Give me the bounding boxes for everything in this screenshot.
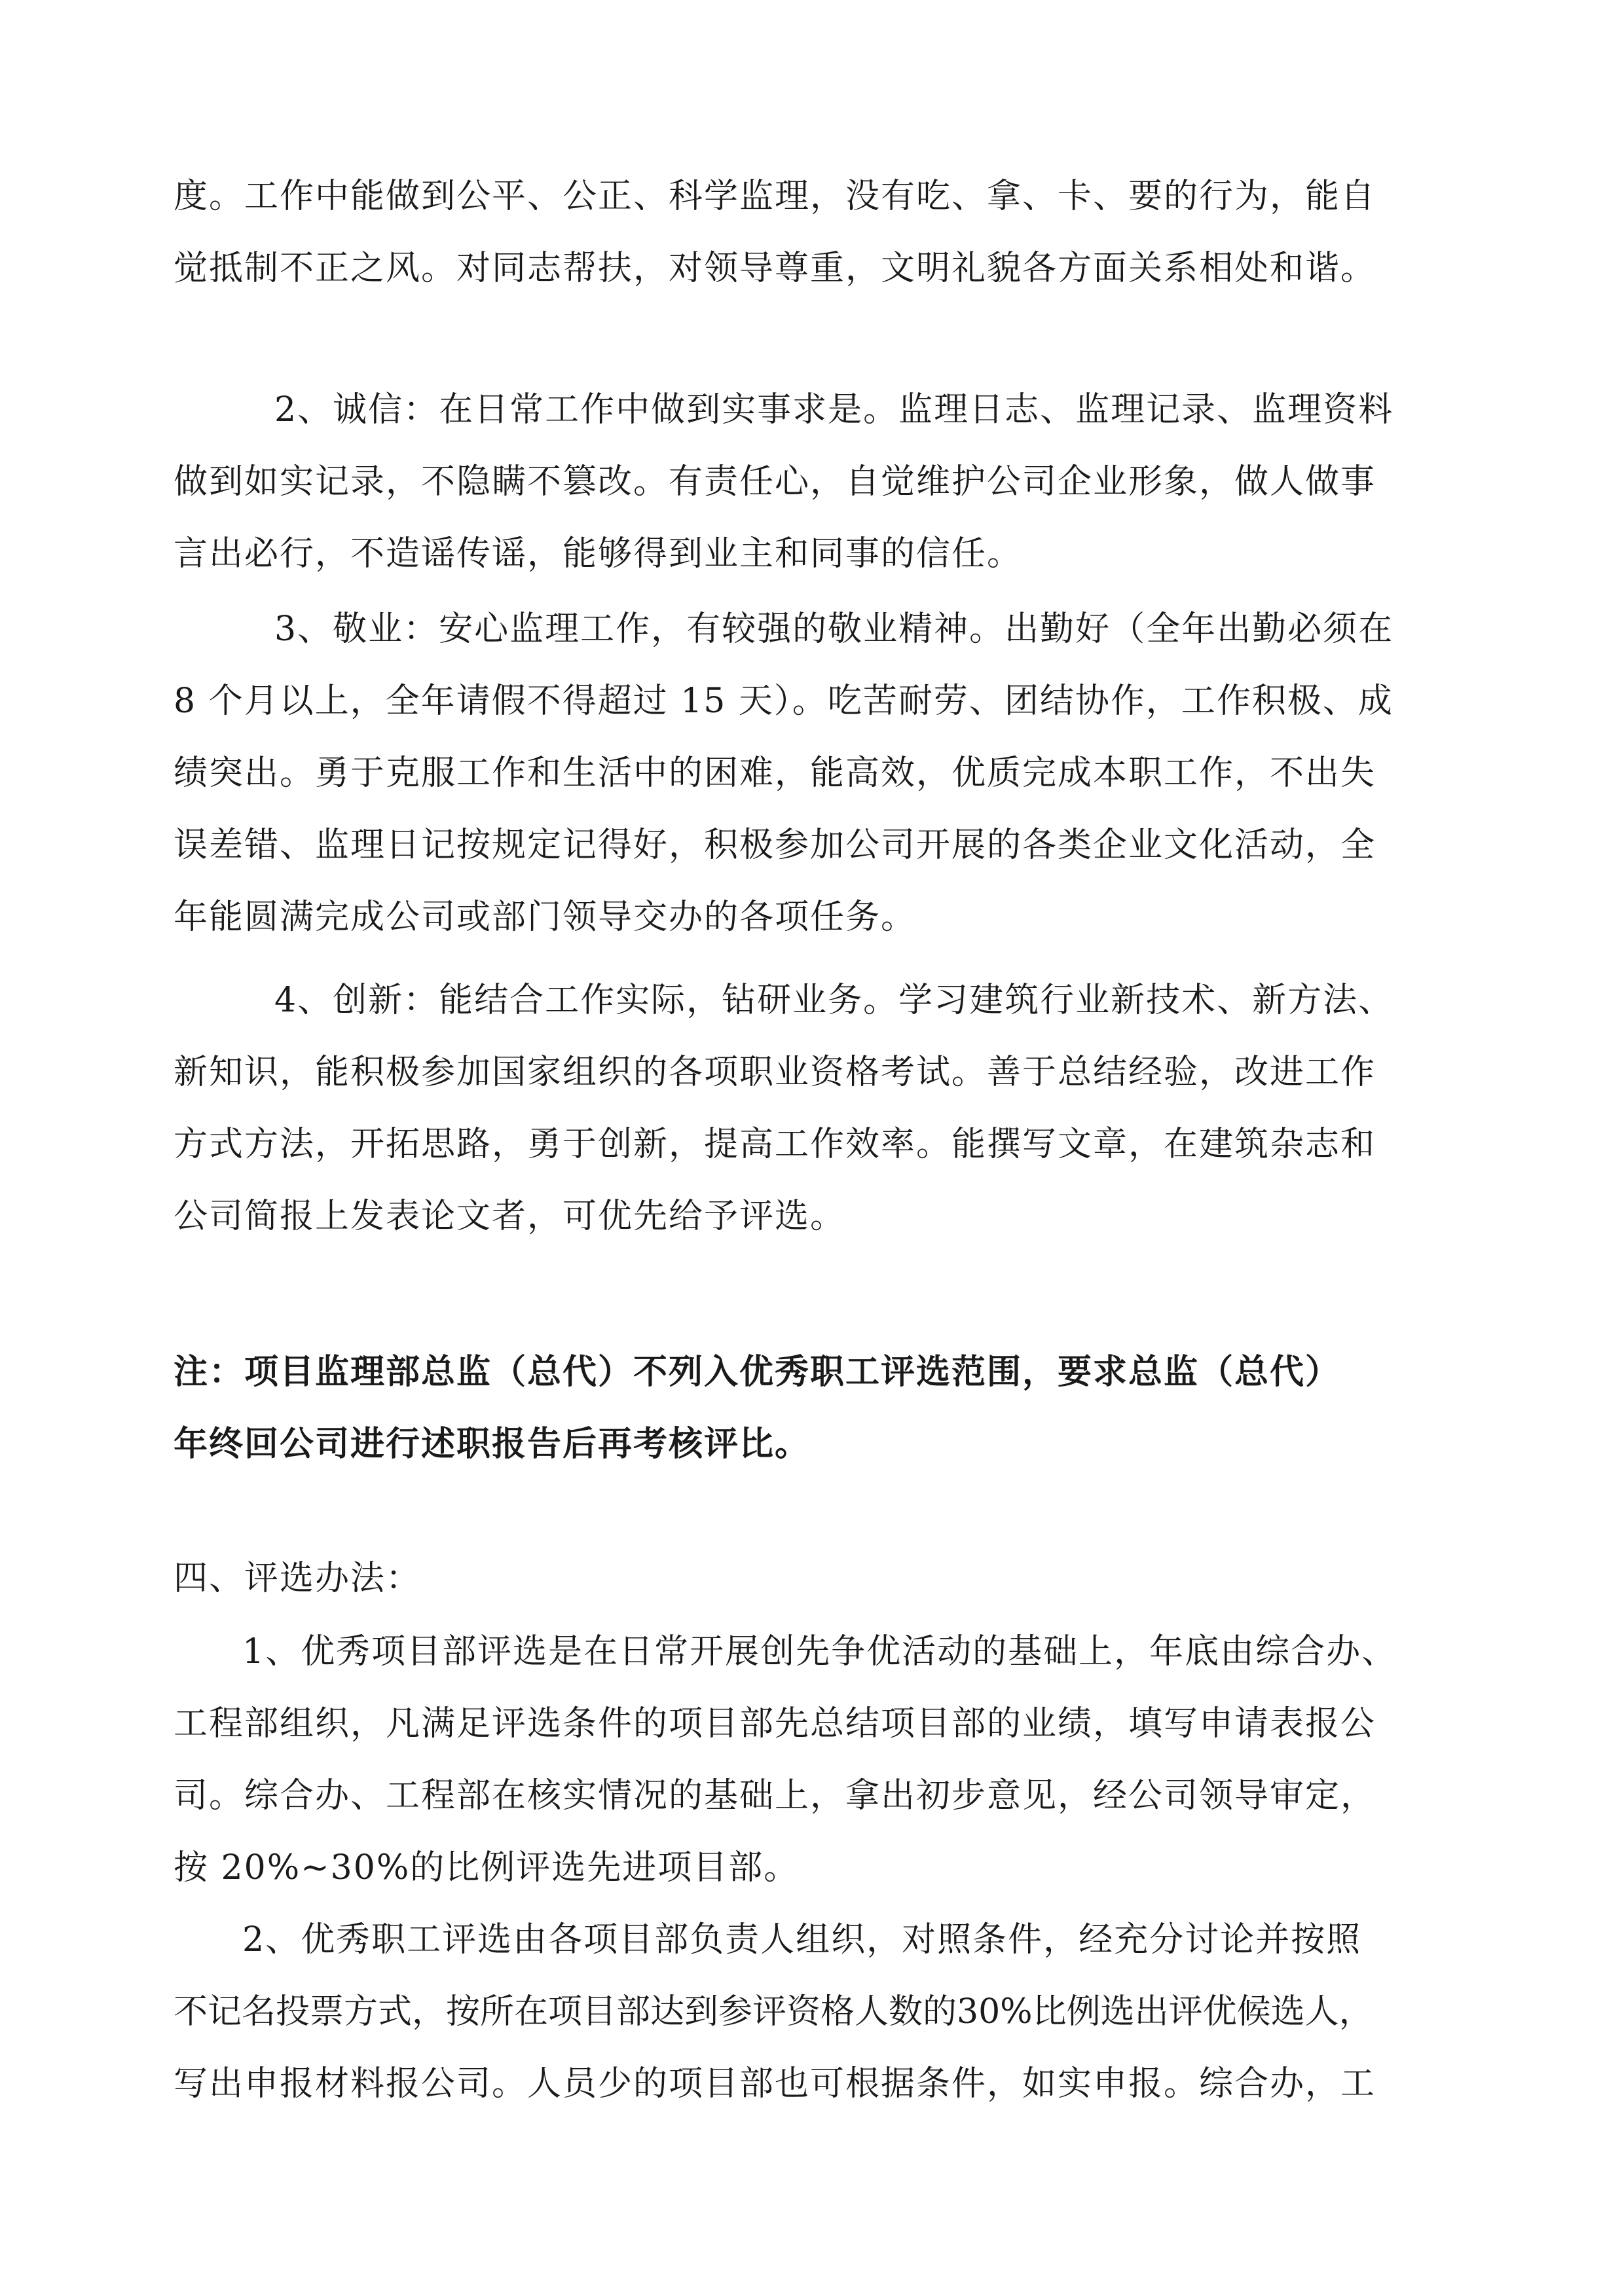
text-line: 言出必行，不造谣传谣，能够得到业主和同事的信任。	[174, 534, 1023, 574]
text-line: 度。工作中能做到公平、公正、科学监理，没有吃、拿、卡、要的行为，能自	[174, 177, 1376, 216]
text-line: 不记名投票方式，按所在项目部达到参评资格人数的30%比例选出评优候选人，	[174, 1992, 1373, 2032]
text-line: 方式方法，开拓思路，勇于创新，提高工作效率。能撰写文章，在建筑杂志和	[174, 1125, 1376, 1164]
text-line: 觉抵制不正之风。对同志帮扶，对领导尊重，文明礼貌各方面关系相处和谐。	[174, 249, 1376, 288]
note-paragraph	[174, 1336, 1457, 1480]
text-line: 8 个月以上，全年请假不得超过 15 天）。吃苦耐劳、团结协作，工作积极、成	[174, 682, 1393, 721]
paragraph-dedication	[174, 593, 1457, 953]
text-line: 年终回公司进行述职报告后再考核评比。	[174, 1424, 811, 1464]
text-line: 公司简报上发表论文者，可优先给予评选。	[174, 1197, 846, 1236]
text-line: 4、创新：能结合工作实际，钻研业务。学习建筑行业新技术、新方法、	[239, 981, 1394, 1020]
text-line: 工程部组织，凡满足评选条件的项目部先总结项目部的业绩，填写申请表报公	[174, 1704, 1376, 1743]
text-line: 注：项目监理部总监（总代）不列入优秀职工评选范围，要求总监（总代）	[174, 1352, 1341, 1392]
text-line: 绩突出。勇于克服工作和生活中的困难，能高效，优质完成本职工作，不出失	[174, 754, 1376, 793]
paragraph-integrity	[174, 374, 1457, 590]
text-line: 3、敬业：安心监理工作，有较强的敬业精神。出勤好（全年出勤必须在	[239, 610, 1394, 649]
section-heading: 四、评选办法：	[174, 1559, 422, 1598]
paragraph-innovation	[174, 964, 1457, 1252]
paragraph-employee-evaluation	[174, 1904, 1457, 2120]
text-line: 1、优秀项目部评选是在日常开展创先争优活动的基础上，年底由综合办、	[242, 1632, 1397, 1671]
section-heading-evaluation-method	[174, 1542, 1457, 1614]
text-line: 写出申报材料报公司。人员少的项目部也可根据条件，如实申报。综合办，工	[174, 2064, 1376, 2104]
text-line: 按 20%~30%的比例评选先进项目部。	[174, 1848, 800, 1887]
text-line: 2、诚信：在日常工作中做到实事求是。监理日志、监理记录、监理资料	[239, 390, 1394, 429]
paragraph-project-evaluation	[174, 1616, 1457, 1904]
text-line: 误差错、监理日记按规定记得好，积极参加公司开展的各类企业文化活动，全	[174, 826, 1376, 865]
text-line: 司。综合办、工程部在核实情况的基础上，拿出初步意见，经公司领导审定，	[174, 1776, 1376, 1815]
paragraph-conduct-continued	[174, 160, 1457, 304]
text-line: 年能圆满完成公司或部门领导交办的各项任务。	[174, 898, 917, 937]
text-line: 新知识，能积极参加国家组织的各项职业资格考试。善于总结经验，改进工作	[174, 1053, 1376, 1092]
text-line: 做到如实记录，不隐瞒不篡改。有责任心，自觉维护公司企业形象，做人做事	[174, 462, 1376, 501]
text-line: 2、优秀职工评选由各项目部负责人组织，对照条件，经充分讨论并按照	[242, 1920, 1362, 1959]
